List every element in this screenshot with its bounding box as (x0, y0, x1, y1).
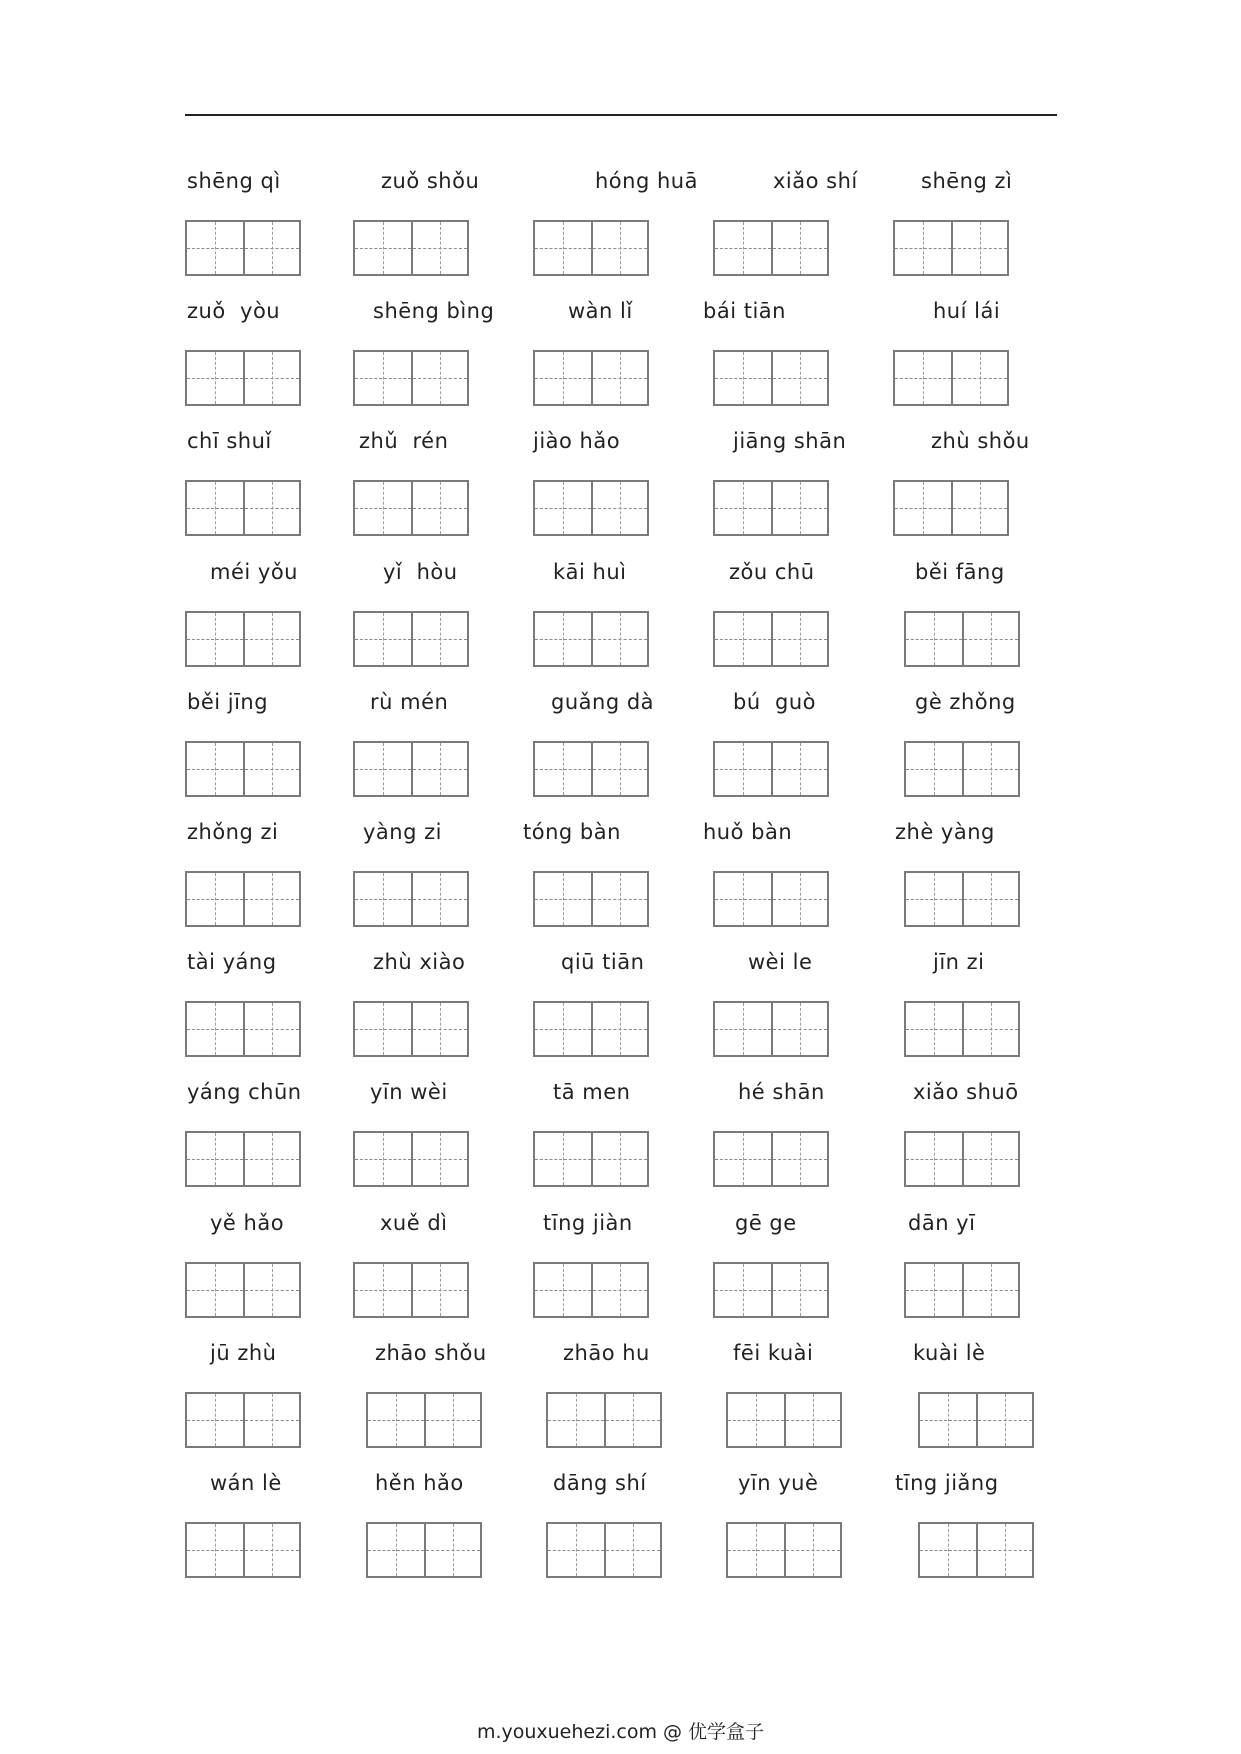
word-item (713, 1207, 883, 1337)
word-row (185, 425, 1085, 555)
pinyin-label: zhāo hu (563, 1340, 650, 1365)
pinyin-label: shēng zì (921, 169, 1013, 193)
word-item (353, 556, 523, 686)
pinyin-label: wèi le (748, 950, 813, 975)
tianzige-writing-grid[interactable] (185, 1262, 301, 1318)
pinyin-label: běi fāng (915, 559, 1005, 584)
footer-credit: m.youxuehezi.com @ 优学盒子 (476, 1721, 765, 1743)
character-box[interactable] (784, 1524, 840, 1576)
tianzige-writing-grid[interactable] (713, 871, 829, 927)
character-box[interactable] (355, 222, 411, 274)
character-box[interactable] (411, 613, 467, 665)
pinyin-label: hěn hǎo (375, 1470, 464, 1495)
character-box[interactable] (771, 1133, 827, 1185)
pinyin-label: bú guò (733, 689, 816, 714)
character-box[interactable] (962, 1133, 1018, 1185)
character-box[interactable] (715, 613, 771, 665)
pinyin-label: zuǒ yòu (187, 299, 281, 324)
tianzige-writing-grid[interactable] (185, 1131, 301, 1187)
character-box[interactable] (187, 743, 243, 795)
word-item (353, 425, 523, 555)
character-box[interactable] (424, 1394, 480, 1446)
character-box[interactable] (784, 1394, 840, 1446)
pinyin-label: wàn lǐ (568, 299, 633, 324)
word-item (713, 1337, 883, 1467)
tianzige-writing-grid[interactable] (353, 480, 469, 536)
pinyin-label: hé shān (738, 1080, 825, 1105)
word-item (713, 1076, 883, 1206)
pinyin-label: zuǒ shǒu (381, 169, 480, 193)
tianzige-writing-grid[interactable] (185, 871, 301, 927)
character-box[interactable] (591, 1264, 647, 1316)
character-box[interactable] (951, 352, 1007, 404)
character-box[interactable] (243, 743, 299, 795)
tianzige-writing-grid[interactable] (533, 1262, 649, 1318)
pinyin-label: tóng bàn (523, 819, 621, 844)
word-row (185, 1076, 1085, 1206)
pinyin-label: zhǒng zi (187, 819, 279, 844)
character-box[interactable] (906, 873, 962, 925)
character-box[interactable] (424, 1524, 480, 1576)
character-box[interactable] (895, 352, 951, 404)
character-box[interactable] (187, 873, 243, 925)
word-row (185, 1337, 1085, 1467)
word-item (353, 946, 523, 1076)
character-box[interactable] (920, 1394, 976, 1446)
pinyin-label: xiǎo shí (773, 169, 858, 193)
word-item (893, 1207, 1063, 1337)
pinyin-label: jiào hǎo (533, 429, 621, 454)
character-box[interactable] (895, 482, 951, 534)
tianzige-writing-grid[interactable] (713, 1131, 829, 1187)
character-box[interactable] (715, 1133, 771, 1185)
tianzige-writing-grid[interactable] (185, 220, 301, 276)
tianzige-writing-grid[interactable] (185, 1522, 301, 1578)
pinyin-label: jīn zi (933, 950, 985, 975)
word-item (893, 165, 1063, 295)
pinyin-label: zhù shǒu (931, 429, 1030, 454)
tianzige-writing-grid[interactable] (904, 1001, 1020, 1057)
character-box[interactable] (535, 482, 591, 534)
pinyin-label: tīng jiǎng (895, 1470, 999, 1495)
tianzige-writing-grid[interactable] (893, 480, 1009, 536)
pinyin-label: kuài lè (913, 1340, 986, 1365)
tianzige-writing-grid[interactable] (904, 1262, 1020, 1318)
character-box[interactable] (591, 222, 647, 274)
word-item (353, 1207, 523, 1337)
tianzige-writing-grid[interactable] (726, 1522, 842, 1578)
pinyin-label: qiū tiān (561, 950, 645, 975)
character-box[interactable] (906, 613, 962, 665)
tianzige-writing-grid[interactable] (893, 220, 1009, 276)
character-box[interactable] (355, 1264, 411, 1316)
character-box[interactable] (591, 1133, 647, 1185)
tianzige-writing-grid[interactable] (353, 871, 469, 927)
word-item (533, 556, 703, 686)
character-box[interactable] (243, 352, 299, 404)
character-box[interactable] (411, 743, 467, 795)
pinyin-label: jiāng shān (733, 429, 847, 454)
tianzige-writing-grid[interactable] (353, 1001, 469, 1057)
character-box[interactable] (771, 1003, 827, 1055)
tianzige-writing-grid[interactable] (546, 1522, 662, 1578)
character-box[interactable] (243, 1524, 299, 1576)
character-box[interactable] (771, 743, 827, 795)
tianzige-writing-grid[interactable] (533, 220, 649, 276)
word-item (533, 686, 703, 816)
word-row (185, 816, 1085, 946)
pinyin-label: yīn yuè (738, 1470, 819, 1495)
word-item (893, 556, 1063, 686)
word-item (533, 425, 703, 555)
tianzige-writing-grid[interactable] (185, 1001, 301, 1057)
character-box[interactable] (771, 482, 827, 534)
pinyin-label: tīng jiàn (543, 1210, 633, 1235)
pinyin-label: gē ge (735, 1210, 797, 1235)
character-box[interactable] (187, 1003, 243, 1055)
character-box[interactable] (962, 1003, 1018, 1055)
character-box[interactable] (962, 743, 1018, 795)
word-item (185, 165, 355, 295)
word-row (185, 1467, 1085, 1597)
character-box[interactable] (906, 1133, 962, 1185)
character-box[interactable] (411, 1133, 467, 1185)
word-item (533, 946, 703, 1076)
character-box[interactable] (243, 222, 299, 274)
character-box[interactable] (604, 1524, 660, 1576)
word-row (185, 165, 1085, 295)
character-box[interactable] (411, 1264, 467, 1316)
pinyin-label: yáng chūn (187, 1080, 302, 1105)
top-rule (185, 114, 1057, 116)
tianzige-writing-grid[interactable] (185, 611, 301, 667)
character-box[interactable] (715, 873, 771, 925)
tianzige-writing-grid[interactable] (713, 741, 829, 797)
word-item (185, 816, 355, 946)
tianzige-writing-grid[interactable] (185, 350, 301, 406)
character-box[interactable] (771, 873, 827, 925)
word-row (185, 295, 1085, 425)
character-box[interactable] (906, 1003, 962, 1055)
tianzige-writing-grid[interactable] (353, 220, 469, 276)
pinyin-label: dān yī (908, 1210, 976, 1235)
pinyin-label: jū zhù (210, 1340, 277, 1365)
word-item (713, 556, 883, 686)
pinyin-label: zhāo shǒu (375, 1340, 487, 1365)
character-box[interactable] (771, 613, 827, 665)
character-box[interactable] (187, 1264, 243, 1316)
character-box[interactable] (962, 1264, 1018, 1316)
tianzige-writing-grid[interactable] (353, 741, 469, 797)
word-item (353, 686, 523, 816)
pinyin-label: zhè yàng (895, 819, 995, 844)
word-item (893, 1467, 1063, 1597)
word-item (893, 686, 1063, 816)
character-box[interactable] (976, 1394, 1032, 1446)
pinyin-label: yǐ hòu (383, 559, 458, 584)
character-box[interactable] (591, 613, 647, 665)
character-box[interactable] (962, 873, 1018, 925)
word-item (185, 686, 355, 816)
pinyin-label: méi yǒu (210, 559, 298, 584)
character-box[interactable] (715, 1003, 771, 1055)
tianzige-writing-grid[interactable] (713, 350, 829, 406)
character-box[interactable] (187, 352, 243, 404)
character-box[interactable] (535, 352, 591, 404)
word-row (185, 556, 1085, 686)
tianzige-writing-grid[interactable] (904, 871, 1020, 927)
pinyin-label: hóng huā (595, 169, 698, 193)
character-box[interactable] (243, 873, 299, 925)
pinyin-label: yě hǎo (210, 1210, 285, 1235)
tianzige-writing-grid[interactable] (533, 1001, 649, 1057)
tianzige-writing-grid[interactable] (904, 611, 1020, 667)
word-item (353, 1076, 523, 1206)
word-item (713, 165, 883, 295)
character-box[interactable] (368, 1394, 424, 1446)
word-item (353, 1337, 523, 1467)
character-box[interactable] (187, 1394, 243, 1446)
tianzige-writing-grid[interactable] (713, 220, 829, 276)
tianzige-writing-grid[interactable] (533, 871, 649, 927)
pinyin-label: kāi huì (553, 559, 627, 584)
word-row (185, 946, 1085, 1076)
tianzige-writing-grid[interactable] (713, 1001, 829, 1057)
character-box[interactable] (771, 222, 827, 274)
character-box[interactable] (591, 482, 647, 534)
word-item (185, 946, 355, 1076)
tianzige-writing-grid[interactable] (713, 1262, 829, 1318)
character-box[interactable] (243, 1394, 299, 1446)
character-box[interactable] (355, 482, 411, 534)
word-item (185, 1076, 355, 1206)
word-item (523, 816, 703, 946)
tianzige-writing-grid[interactable] (533, 1131, 649, 1187)
pinyin-label: huí lái (933, 299, 1001, 324)
word-item (353, 816, 523, 946)
character-box[interactable] (591, 1003, 647, 1055)
word-row (185, 686, 1085, 816)
pinyin-label: fēi kuài (733, 1340, 814, 1365)
tianzige-writing-grid[interactable] (918, 1522, 1034, 1578)
character-box[interactable] (411, 482, 467, 534)
character-box[interactable] (715, 743, 771, 795)
pinyin-label: huǒ bàn (703, 819, 793, 844)
word-item (533, 1467, 703, 1597)
character-box[interactable] (728, 1524, 784, 1576)
pinyin-label: guǎng dà (551, 689, 655, 714)
word-item (713, 1467, 883, 1597)
word-item (185, 425, 355, 555)
word-item (185, 1467, 355, 1597)
tianzige-writing-grid[interactable] (185, 741, 301, 797)
pinyin-label: yīn wèi (370, 1080, 448, 1105)
character-box[interactable] (715, 1264, 771, 1316)
word-item (893, 425, 1063, 555)
character-box[interactable] (535, 1133, 591, 1185)
tianzige-writing-grid[interactable] (726, 1392, 842, 1448)
tianzige-writing-grid[interactable] (893, 350, 1009, 406)
character-box[interactable] (355, 613, 411, 665)
tianzige-writing-grid[interactable] (713, 611, 829, 667)
word-item (893, 946, 1063, 1076)
character-box[interactable] (187, 222, 243, 274)
character-box[interactable] (355, 1133, 411, 1185)
word-item (533, 1076, 703, 1206)
character-box[interactable] (411, 873, 467, 925)
tianzige-writing-grid[interactable] (533, 611, 649, 667)
character-box[interactable] (771, 352, 827, 404)
word-row (185, 1207, 1085, 1337)
word-item (185, 1337, 355, 1467)
character-box[interactable] (962, 613, 1018, 665)
word-item (893, 1337, 1063, 1467)
character-box[interactable] (535, 1003, 591, 1055)
tianzige-writing-grid[interactable] (533, 350, 649, 406)
character-box[interactable] (535, 1264, 591, 1316)
tianzige-writing-grid[interactable] (353, 611, 469, 667)
character-box[interactable] (591, 352, 647, 404)
tianzige-writing-grid[interactable] (353, 1131, 469, 1187)
character-box[interactable] (187, 1133, 243, 1185)
character-box[interactable] (187, 1524, 243, 1576)
word-item (533, 165, 703, 295)
character-box[interactable] (906, 743, 962, 795)
word-item (893, 295, 1063, 425)
word-item (185, 556, 355, 686)
character-box[interactable] (951, 222, 1007, 274)
word-item (533, 1207, 703, 1337)
pinyin-label: dāng shí (553, 1470, 647, 1495)
tianzige-writing-grid[interactable] (546, 1392, 662, 1448)
word-item (703, 295, 883, 425)
word-item (713, 946, 883, 1076)
tianzige-writing-grid[interactable] (353, 350, 469, 406)
character-box[interactable] (368, 1524, 424, 1576)
character-box[interactable] (535, 222, 591, 274)
character-box[interactable] (355, 1003, 411, 1055)
pinyin-label: tā men (553, 1080, 631, 1105)
tianzige-writing-grid[interactable] (904, 741, 1020, 797)
character-box[interactable] (976, 1524, 1032, 1576)
pinyin-label: xuě dì (380, 1210, 448, 1235)
pinyin-label: tài yáng (187, 950, 277, 975)
word-item (353, 165, 523, 295)
word-item (713, 686, 883, 816)
character-box[interactable] (243, 1264, 299, 1316)
word-item (893, 1076, 1063, 1206)
character-box[interactable] (591, 873, 647, 925)
character-box[interactable] (535, 613, 591, 665)
pinyin-label: gè zhǒng (915, 689, 1016, 714)
character-box[interactable] (355, 352, 411, 404)
character-box[interactable] (771, 1264, 827, 1316)
word-item (353, 295, 523, 425)
pinyin-label: zǒu chū (729, 559, 815, 584)
word-item (893, 816, 1063, 946)
pinyin-label: rù mén (370, 689, 449, 714)
pinyin-label: yàng zi (363, 819, 442, 844)
pinyin-label: zhǔ rén (359, 429, 449, 454)
character-box[interactable] (715, 352, 771, 404)
pinyin-label: wán lè (210, 1470, 282, 1495)
tianzige-writing-grid[interactable] (713, 480, 829, 536)
pinyin-label: xiǎo shuō (913, 1080, 1019, 1105)
word-item (533, 1337, 703, 1467)
tianzige-writing-grid[interactable] (353, 1262, 469, 1318)
character-box[interactable] (951, 482, 1007, 534)
word-item (703, 816, 883, 946)
pinyin-label: shēng bìng (373, 299, 495, 324)
character-box[interactable] (604, 1394, 660, 1446)
character-box[interactable] (243, 613, 299, 665)
character-box[interactable] (591, 743, 647, 795)
character-box[interactable] (243, 1133, 299, 1185)
pinyin-label: chī shuǐ (187, 429, 272, 454)
word-item (185, 1207, 355, 1337)
character-box[interactable] (355, 873, 411, 925)
character-box[interactable] (243, 1003, 299, 1055)
worksheet-grid (185, 165, 1085, 1597)
pinyin-label: zhù xiào (373, 950, 466, 975)
tianzige-writing-grid[interactable] (918, 1392, 1034, 1448)
word-item (533, 295, 703, 425)
word-item (185, 295, 355, 425)
word-item (713, 425, 883, 555)
character-box[interactable] (535, 743, 591, 795)
character-box[interactable] (535, 873, 591, 925)
character-box[interactable] (355, 743, 411, 795)
tianzige-writing-grid[interactable] (366, 1522, 482, 1578)
character-box[interactable] (728, 1394, 784, 1446)
character-box[interactable] (411, 352, 467, 404)
character-box[interactable] (187, 613, 243, 665)
character-box[interactable] (895, 222, 951, 274)
tianzige-writing-grid[interactable] (904, 1131, 1020, 1187)
tianzige-writing-grid[interactable] (533, 480, 649, 536)
tianzige-writing-grid[interactable] (185, 480, 301, 536)
character-box[interactable] (906, 1264, 962, 1316)
pinyin-label: běi jīng (187, 689, 269, 714)
pinyin-label: bái tiān (703, 299, 786, 324)
tianzige-writing-grid[interactable] (185, 1392, 301, 1448)
character-box[interactable] (411, 1003, 467, 1055)
character-box[interactable] (715, 482, 771, 534)
word-item (353, 1467, 523, 1597)
tianzige-writing-grid[interactable] (366, 1392, 482, 1448)
character-box[interactable] (920, 1524, 976, 1576)
pinyin-label: shēng qì (187, 169, 281, 193)
character-box[interactable] (243, 482, 299, 534)
character-box[interactable] (715, 222, 771, 274)
character-box[interactable] (187, 482, 243, 534)
character-box[interactable] (548, 1394, 604, 1446)
tianzige-writing-grid[interactable] (533, 741, 649, 797)
character-box[interactable] (548, 1524, 604, 1576)
character-box[interactable] (411, 222, 467, 274)
